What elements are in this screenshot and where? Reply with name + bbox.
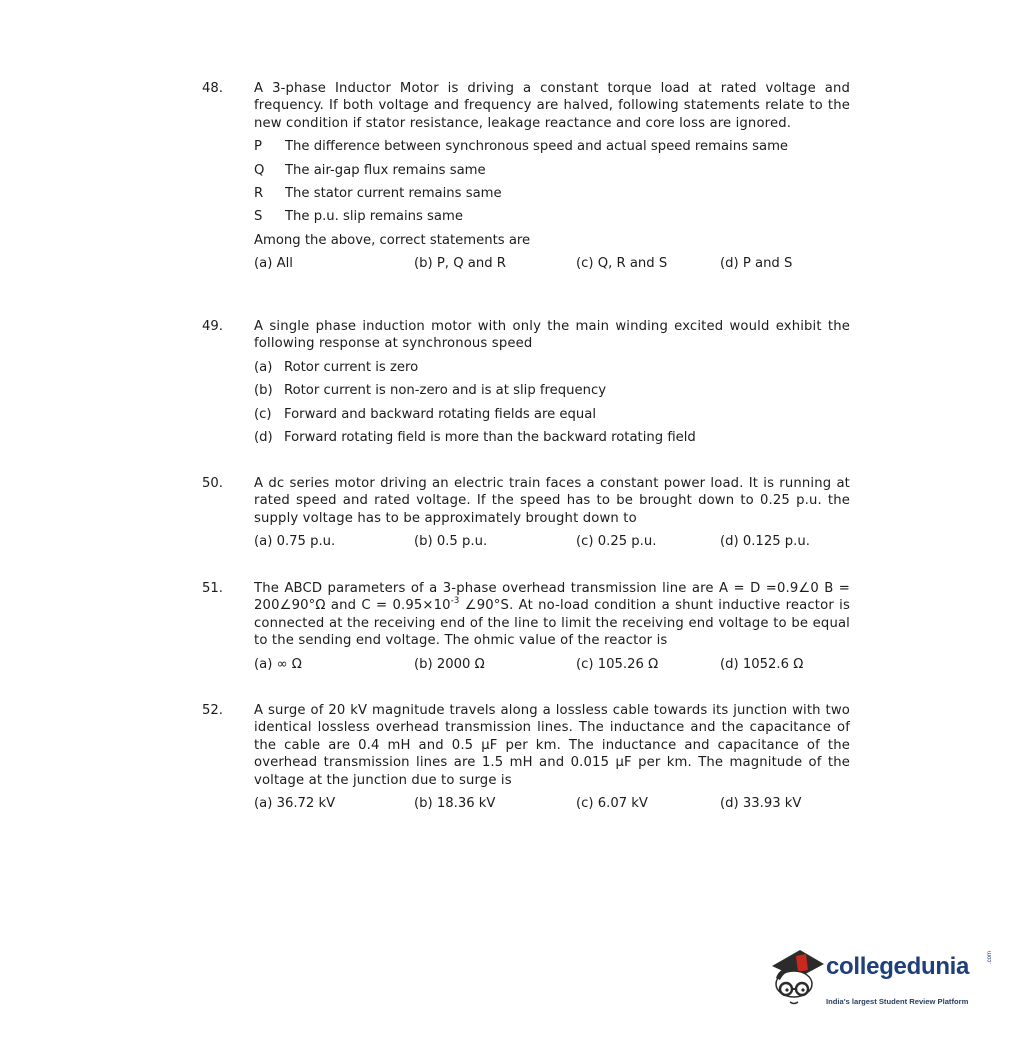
statement-text: The stator current remains same: [285, 186, 502, 202]
option-b: (b) 0.5 p.u.: [414, 534, 488, 550]
question-number: 50.: [202, 476, 223, 491]
logo-dotcom: .com: [987, 950, 993, 964]
question-51: [202, 580, 862, 674]
statement-r: [254, 185, 850, 202]
options-row: [254, 656, 850, 674]
question-48: [202, 80, 862, 273]
option-a: (a) 36.72 kV: [254, 796, 336, 812]
option-a: (a) 0.75 p.u.: [254, 534, 336, 550]
option-text: Rotor current is zero: [284, 359, 419, 375]
option-c: (c) Q, R and S: [576, 256, 668, 272]
option-text: Forward and backward rotating fields are equal: [284, 406, 597, 422]
option-d: (d) 1052.6 Ω: [720, 656, 804, 672]
mascot-icon: [766, 944, 828, 1010]
statement-label: P: [254, 139, 262, 155]
option-b: (b) 2000 Ω: [414, 656, 485, 672]
option-b: (b) P, Q and R: [414, 256, 506, 272]
option-d: (d) P and S: [720, 256, 793, 272]
option-a: (a) All: [254, 256, 293, 272]
stem-text: ∠90°S. At no-load condition a shunt inductive reactor is connected at the receiving end of the line to limit the receiving end voltage to be equal to the sending end voltage. The ohmic value of the reactor is: [254, 598, 850, 649]
option-label: (c): [254, 406, 272, 422]
question-stem: [254, 580, 850, 650]
logo-tagline: India's largest Student Review Platform: [826, 997, 969, 1006]
question-stem: A surge of 20 kV magnitude travels along a lossless cable towards its junction with two identical lossless overhead transmission lines. The inductance and the capacitance of the cable are 0.4 mH and 0.5 μF per km. The inductance and capacitance of the overhead transmission lines are 1.5 mH and 0.015 μF per km. The magnitude of the voltage at the junction due to surge is: [254, 703, 850, 788]
statement-text: The air-gap flux remains same: [285, 162, 486, 178]
option-label: (b): [254, 383, 273, 399]
option-d: (d) 0.125 p.u.: [720, 534, 810, 550]
statement-label: S: [254, 209, 263, 225]
question-number: 49.: [202, 319, 223, 334]
options-row: [254, 533, 850, 551]
option-a: (a) ∞ Ω: [254, 656, 302, 672]
question-52: [202, 702, 862, 813]
statement-q: [254, 162, 850, 179]
option-c: [254, 406, 850, 423]
statement-label: R: [254, 186, 264, 202]
question-49: [202, 318, 862, 446]
option-text: Forward rotating field is more than the backward rotating field: [284, 430, 696, 446]
option-b: [254, 382, 850, 399]
option-d: (d) 33.93 kV: [720, 796, 802, 812]
option-d: [254, 429, 850, 446]
question-stem: A 3-phase Inductor Motor is driving a constant torque load at rated voltage and frequency. If both voltage and frequency are halved, following statements relate to the new condition if stator resistance, leakage reactance and core loss are ignored.: [254, 81, 850, 131]
statement-text: The difference between synchronous speed and actual speed remains same: [285, 139, 789, 155]
option-text: Rotor current is non-zero and is at slip frequency: [284, 383, 607, 399]
question-50: [202, 475, 862, 551]
option-c: (c) 0.25 p.u.: [576, 534, 657, 550]
option-label: (d): [254, 430, 273, 446]
question-prompt: Among the above, correct statements are: [254, 232, 531, 248]
option-c: (c) 105.26 Ω: [576, 656, 659, 672]
option-label: (a): [254, 359, 273, 375]
question-stem: A single phase induction motor with only the main winding excited would exhibit the following response at synchronous speed: [254, 319, 850, 352]
option-a: [254, 359, 850, 376]
options-row: [254, 255, 850, 273]
statement-text: The p.u. slip remains same: [285, 209, 463, 225]
statement-label: Q: [254, 162, 265, 178]
option-c: (c) 6.07 kV: [576, 796, 648, 812]
options-row: [254, 795, 850, 813]
option-b: (b) 18.36 kV: [414, 796, 496, 812]
collegedunia-logo: [766, 944, 996, 1014]
question-number: 52.: [202, 703, 223, 718]
question-number: 48.: [202, 81, 223, 96]
question-stem: A dc series motor driving an electric train faces a constant power load. It is running at rated speed and rated voltage. If the speed has to be brought down to 0.25 p.u. the supply voltage has to be approximately brought down to: [254, 476, 850, 526]
logo-wordmark: collegedunia: [826, 953, 970, 980]
stem-exponent: -3: [450, 596, 460, 607]
statement-p: [254, 138, 850, 155]
stem-text: The ABCD parameters of a 3-phase overhead transmission line are A = D =0.9∠0 B = 200∠90°Ω and C = 0.95×10: [254, 581, 850, 614]
statement-s: [254, 208, 850, 225]
question-number: 51.: [202, 581, 223, 596]
